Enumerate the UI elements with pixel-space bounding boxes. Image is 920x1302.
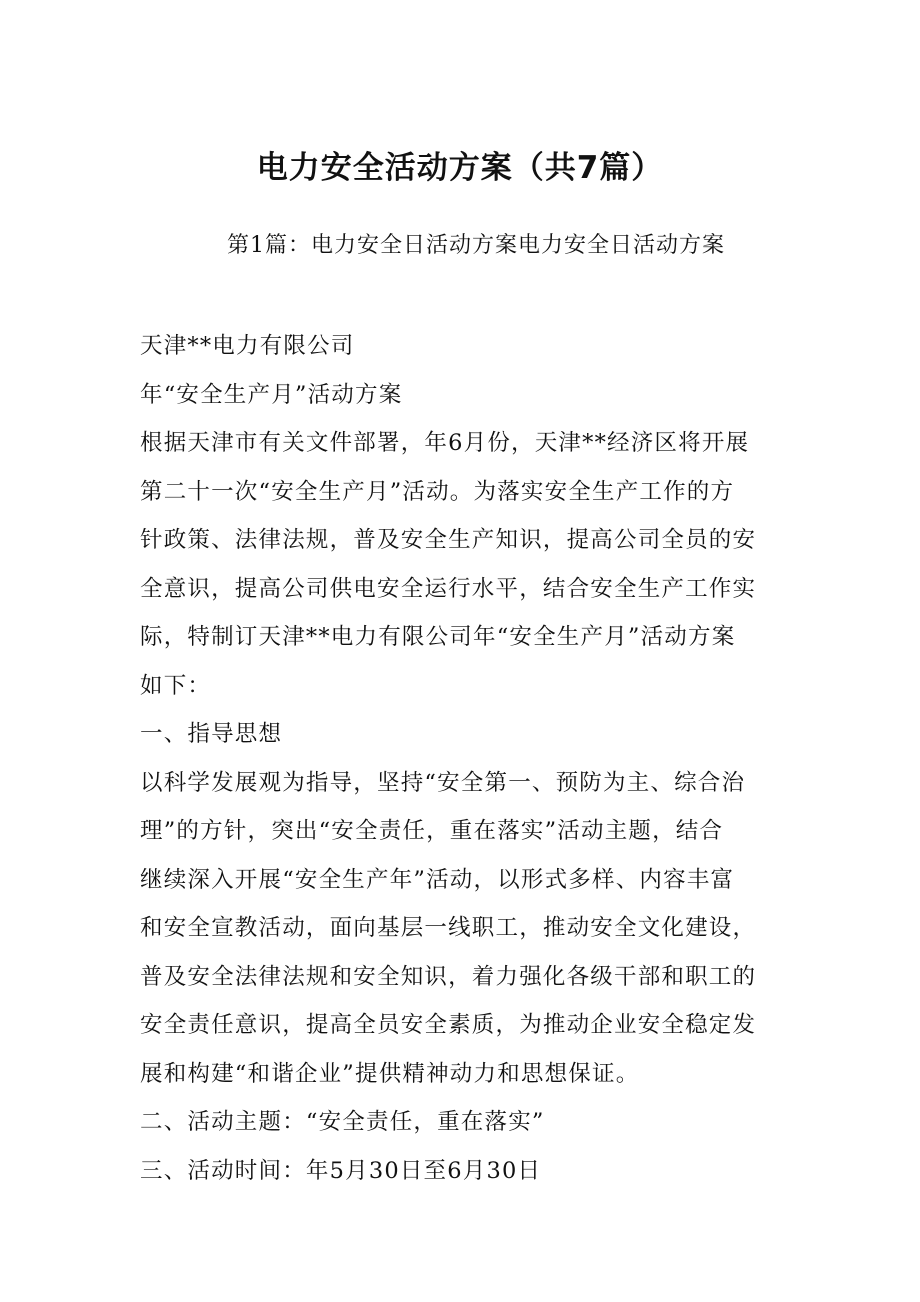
guiding-thought-line: 继续深入开展“安全生产年”活动，以形式多样、内容丰富 (140, 866, 735, 893)
section-activity-theme: 二、活动主题：“安全责任，重在落实” (140, 1109, 545, 1135)
guiding-thought-line: 安全责任意识，提高全员安全素质，为推动企业安全稳定发 (140, 1012, 757, 1038)
intro-line: 针政策、法律法规，普及安全生产知识，提高公司全员的安 (140, 527, 757, 553)
guiding-thought-line: 展和构建“和谐企业”提供精神动力和思想保证。 (140, 1060, 640, 1087)
intro-line: 全意识，提高公司供电安全运行水平，结合安全生产工作实 (140, 575, 757, 602)
guiding-thought-line: 以科学发展观为指导，坚持“安全第一、预防为主、综合治 (140, 769, 746, 796)
document-title: 电力安全活动方案（共7篇） (256, 150, 664, 186)
intro-line: 第二十一次“安全生产月”活动。为落实安全生产工作的方 (140, 478, 735, 505)
section-heading-guiding-thought: 一、指导思想 (140, 721, 283, 747)
intro-line: 如下： (140, 672, 212, 699)
guiding-thought-line: 普及安全法律法规和安全知识，着力强化各级干部和职工的 (140, 963, 757, 990)
intro-line: 根据天津市有关文件部署，年6月份，天津**经济区将开展 (140, 430, 750, 456)
guiding-thought-line: 和安全宣教活动，面向基层一线职工，推动安全文化建设， (140, 915, 757, 941)
chapter-subtitle: 第1篇：电力安全日活动方案电力安全日活动方案 (227, 233, 725, 258)
document-body (140, 322, 782, 1195)
intro-line: 际，特制订天津**电力有限公司年“安全生产月”活动方案 (140, 624, 736, 650)
company-name: 天津**电力有限公司 (140, 333, 355, 359)
plan-title: 年“安全生产月”活动方案 (140, 381, 403, 408)
guiding-thought-line: 理”的方针，突出“安全责任，重在落实”活动主题，结合 (140, 818, 724, 844)
section-activity-time: 三、活动时间：年5月30日至6月30日 (140, 1157, 542, 1184)
